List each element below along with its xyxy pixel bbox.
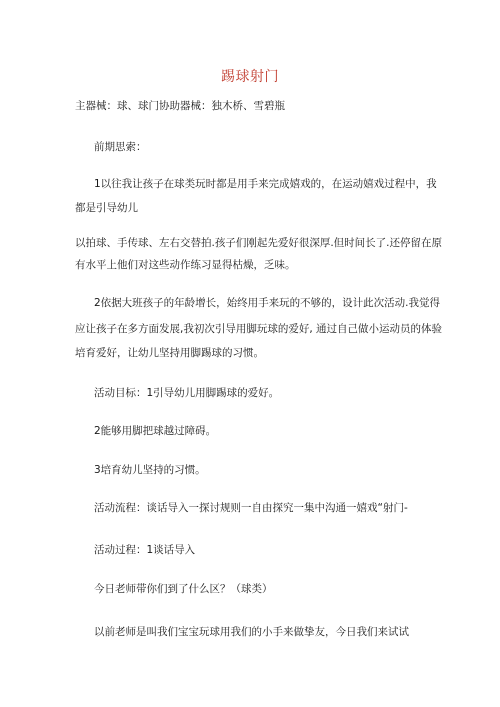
activity-goal-2: 2能够用脚把球越过障碍。	[94, 425, 217, 437]
activity-flow: 活动流程：谈话导入一探讨规则一自由探究一集中沟通一嬉戏“射门-	[94, 502, 408, 514]
equipment-line: 主器械：球、球门协助器械：独木桥、雪碧瓶	[75, 100, 285, 112]
preface-heading: 前期思索：	[94, 141, 147, 153]
closing-line: 以前老师是叫我们宝宝玩球用我们的小手来做挚友，今日我们来试试	[94, 626, 409, 638]
paragraph-2-line-2: 应让孩子在多方面发展,我初次引导用脚玩球的爱好, 通过自己做小运动员的体验	[75, 323, 443, 335]
paragraph-1-line-3: 以拍球、手传球、左右交替拍.孩子们刚起先爱好很深厚.但时间长了.还停留在原	[75, 237, 443, 249]
activity-goal-1: 活动目标：1引导幼儿用脚踢球的爱好。	[94, 387, 280, 399]
paragraph-1-line-1: 1以往我让孩子在球类玩时都是用手来完成嬉戏的，在运动嬉戏过程中，我	[94, 178, 437, 190]
paragraph-1-line-2: 都是引导幼儿	[75, 202, 138, 214]
activity-process: 活动过程：1谈话导入	[94, 544, 196, 556]
paragraph-2-line-1: 2依据大班孩子的年龄增长，始终用手来玩的不够的，设计此次活动.我觉得	[94, 297, 441, 309]
paragraph-2-line-3: 培育爱好，让幼儿坚持用脚踢球的习惯。	[75, 347, 264, 359]
document-title: 踢球射门	[221, 69, 279, 85]
paragraph-1-line-4: 有水平上他们对这些动作练习显得枯燥，乏味。	[75, 259, 296, 271]
teacher-question: 今日老师带你们到了什么区？（球类）	[94, 583, 273, 595]
activity-goal-3: 3培育幼儿坚持的习惯。	[94, 464, 206, 476]
